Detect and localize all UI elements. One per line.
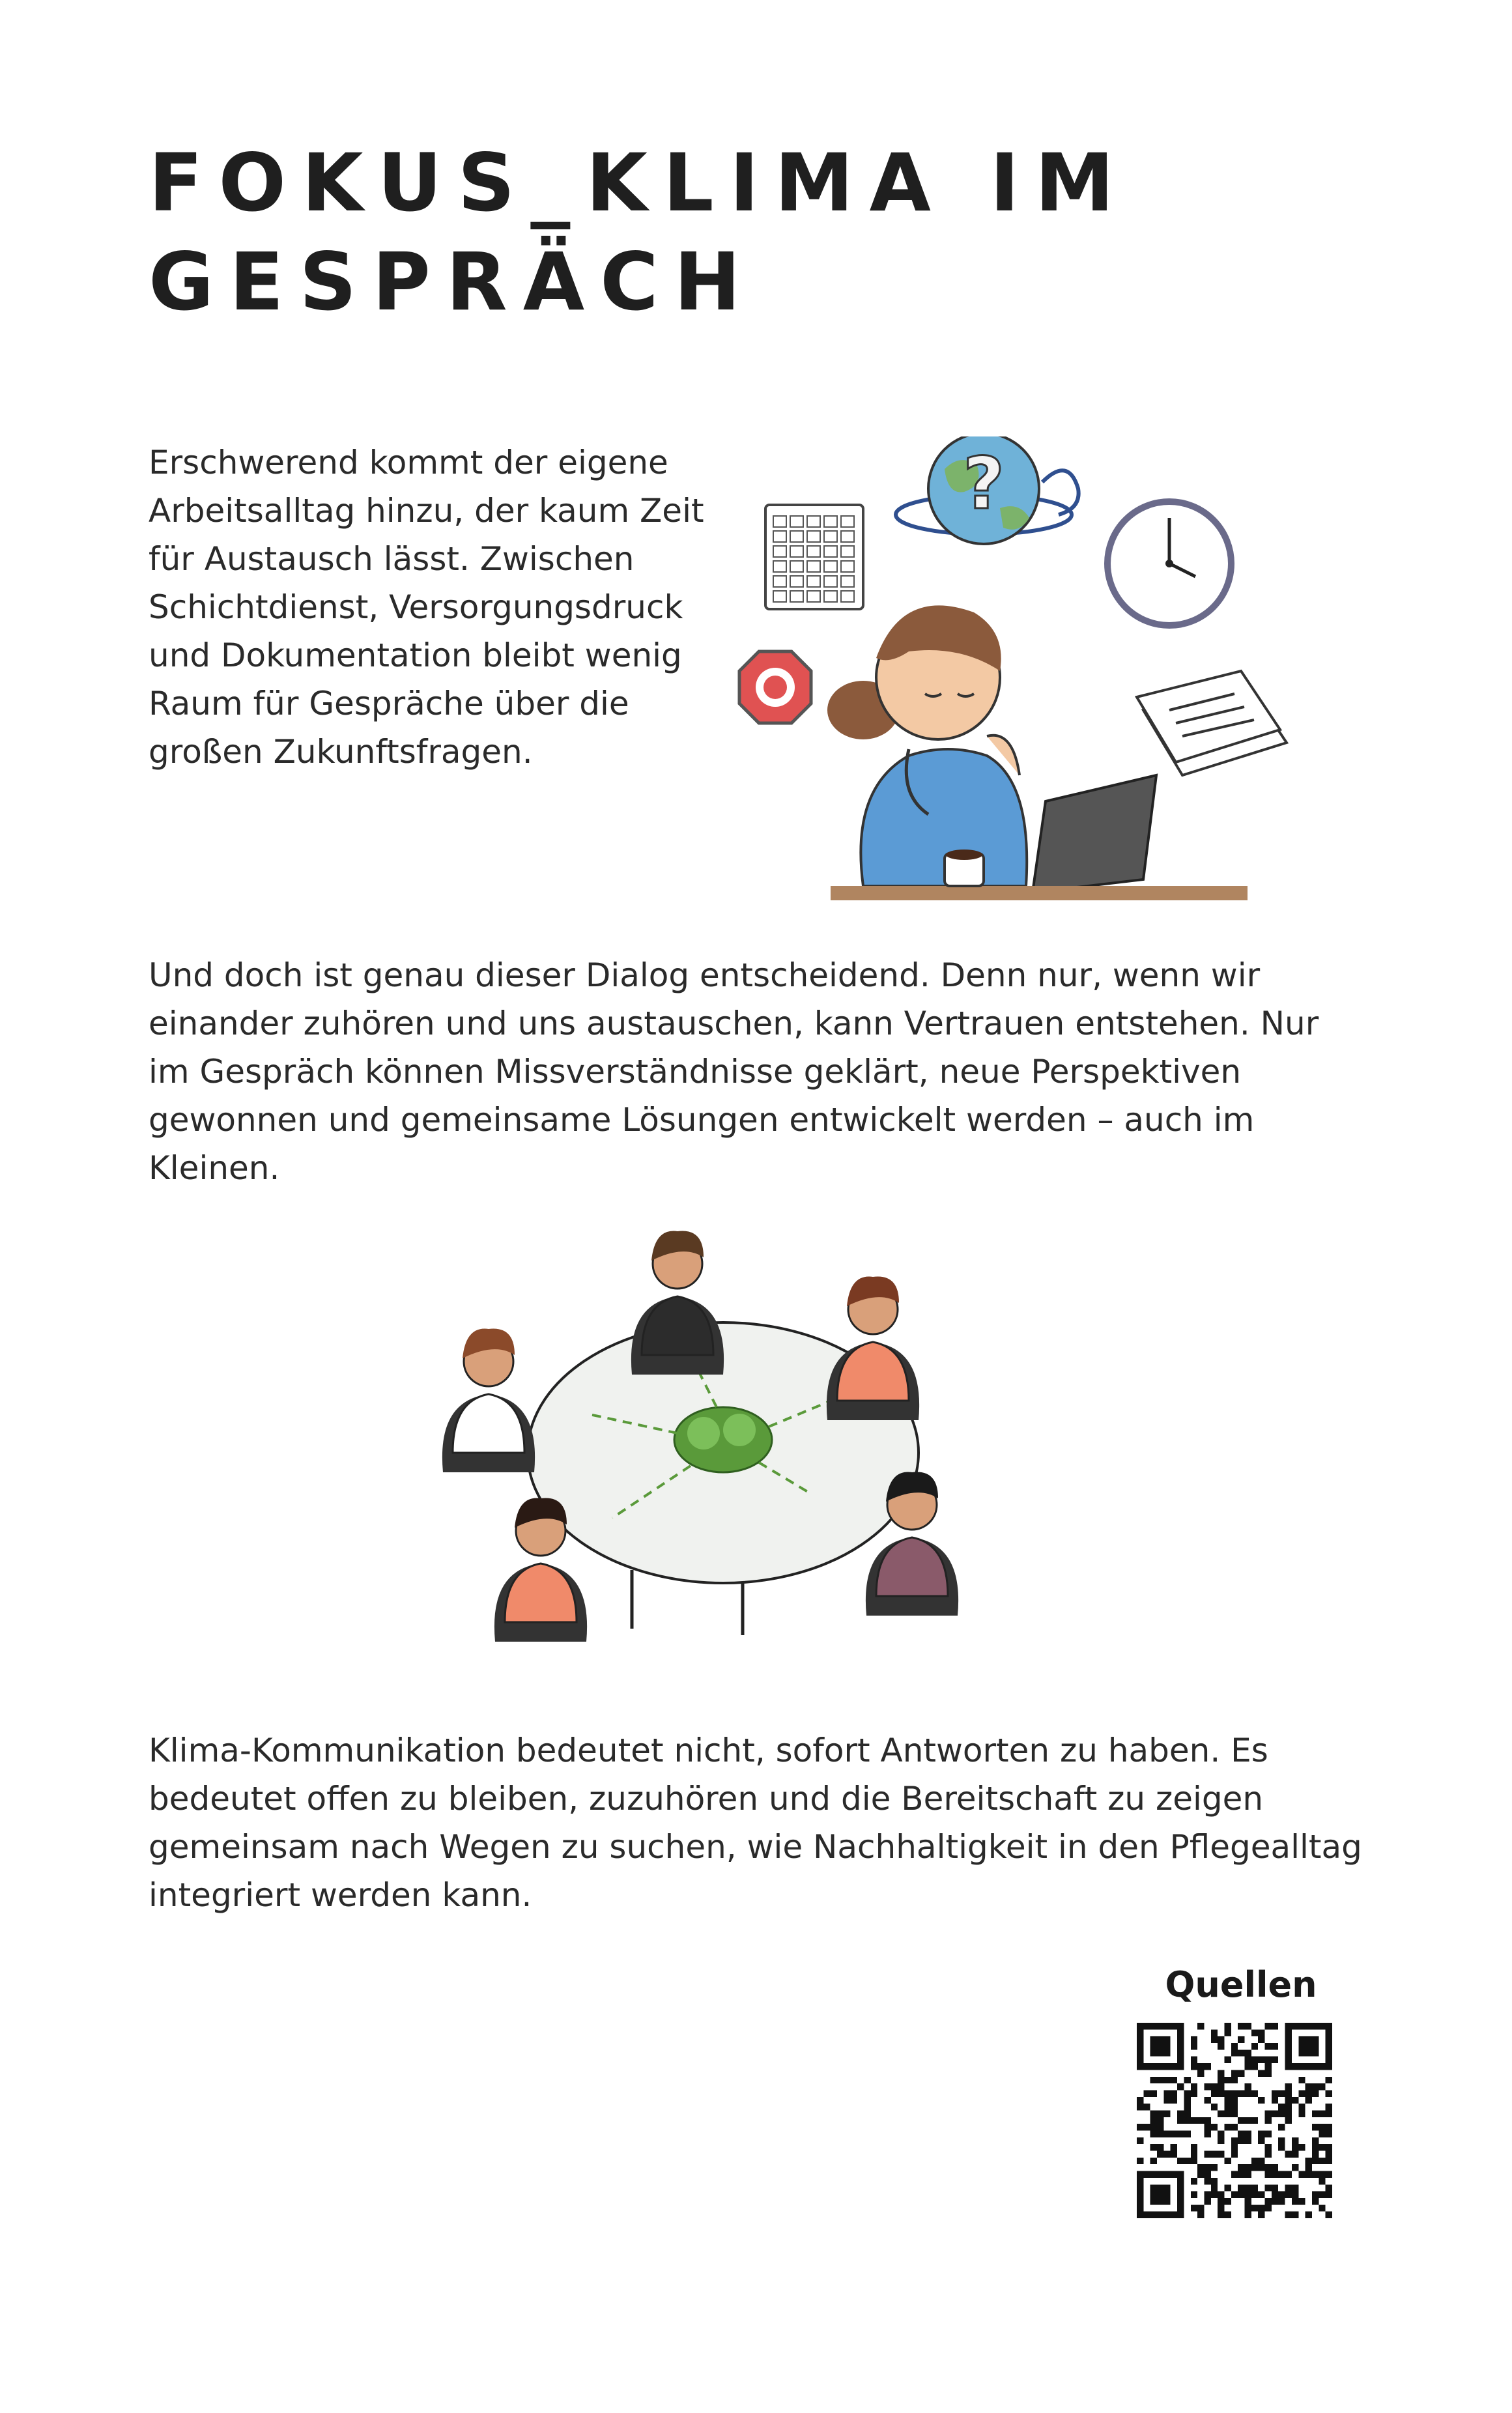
paragraph-climate-communication: Klima-Kommunikation bedeutet nicht, sofort Antworten zu haben. Es bedeutet offen zu bleiben, zuzuhören und die Bereitschaft zu zeigen gemeinsam nach Wegen zu suchen, wie Nachhaltigkeit in den Pflegealltag integriert werden kann. — [149, 1732, 1362, 1914]
round-table-discussion-illustration — [404, 1179, 1042, 1713]
calendar-icon — [765, 505, 863, 609]
qr-code-icon[interactable] — [1137, 2023, 1332, 2218]
paragraph-dialog: Und doch ist genau dieser Dialog entscheidend. Denn nur, wenn wir einander zuhören und uns austauschen, kann Vertrauen entstehen. Nur im Gespräch können Missverständnisse geklärt, neue Perspektiven gewonnen und gemeinsame Lösungen entwickelt werden – auch im Kleinen. — [149, 956, 1319, 1187]
clock-icon — [1107, 502, 1231, 625]
paragraph-workload: Erschwerend kommt der eigene Arbeitsalltag hinzu, der kaum Zeit für Austausch lässt. Zwischen Schichtdienst, Versorgungsdruck und Dokumentation bleibt wenig Raum für Gespräche über die großen Zukunftsfragen. — [149, 444, 704, 771]
globe-question-icon — [896, 436, 1079, 544]
person-1 — [631, 1231, 724, 1375]
virus-warning-icon — [739, 651, 811, 723]
coffee-cup-icon — [945, 850, 984, 886]
nurse-figure — [827, 605, 1027, 886]
stressed-nurse-illustration — [713, 436, 1352, 906]
person-3 — [442, 1329, 535, 1473]
page-title — [149, 134, 1386, 332]
sources-label: Quellen — [1165, 1964, 1317, 2005]
plant-centerpiece — [674, 1407, 772, 1472]
title-line-1: FOKUS_KLIMA IM — [149, 137, 1130, 229]
svg-text:?: ? — [963, 442, 1005, 525]
documents-stack-icon — [1137, 671, 1287, 775]
title-line-2: GESPRÄCH — [149, 236, 756, 328]
